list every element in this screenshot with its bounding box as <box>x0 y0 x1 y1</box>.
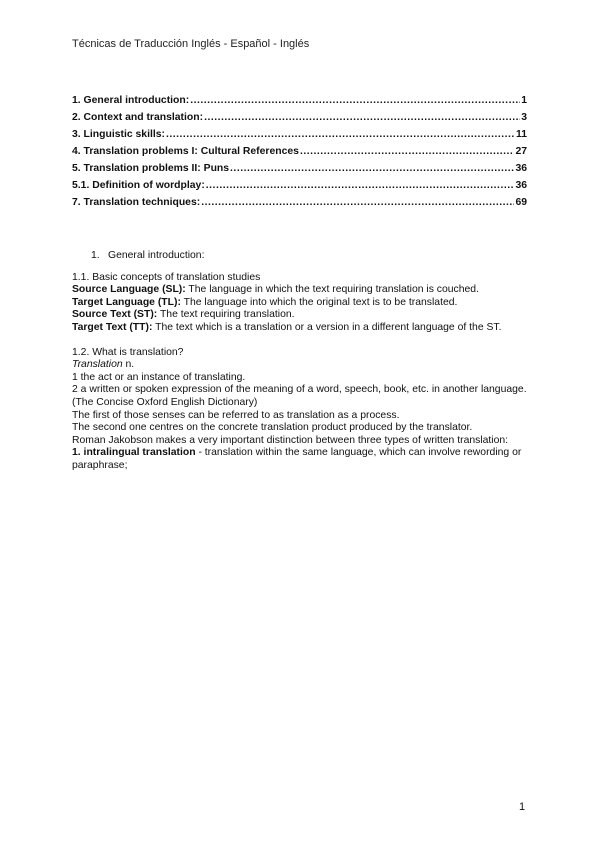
toc-entry-page: 3 <box>521 112 527 123</box>
term: Target Text (TT): <box>72 321 153 333</box>
toc-leader-dots <box>201 197 514 208</box>
definition-intralingual <box>72 447 527 472</box>
definition-tl <box>72 297 527 310</box>
subsection-title: 1.2. What is translation? <box>72 346 184 358</box>
toc-entry-page: 36 <box>515 180 527 191</box>
table-of-contents <box>72 89 527 208</box>
toc-leader-dots <box>230 163 514 174</box>
definition-sl <box>72 284 527 297</box>
toc-entry[interactable] <box>72 157 527 174</box>
dictionary-source: (The Concise Oxford English Dictionary) <box>72 396 258 408</box>
toc-entry-title: 7. Translation techniques: <box>72 197 201 208</box>
section-number: 1. <box>91 250 100 261</box>
toc-entry-title: 1. General introduction: <box>72 95 190 106</box>
term: Source Text (ST): <box>72 309 158 321</box>
definition-st <box>72 309 527 322</box>
definition-tt <box>72 322 527 335</box>
toc-entry-title: 4. Translation problems I: Cultural References <box>72 146 299 157</box>
toc-entry[interactable] <box>72 106 527 123</box>
dictionary-headword <box>72 359 527 372</box>
definition-text: The language into which the original text is to be translated. <box>180 296 458 308</box>
toc-entry-page: 69 <box>515 197 527 208</box>
term: Target Language (TL): <box>72 296 181 308</box>
toc-leader-dots <box>300 146 515 157</box>
toc-entry[interactable] <box>72 89 527 106</box>
headword: Translation <box>72 359 123 371</box>
subsection-title: 1.1. Basic concepts of translation studies <box>72 271 261 283</box>
toc-leader-dots <box>166 129 515 140</box>
toc-entry-page: 11 <box>516 129 527 140</box>
dictionary-sense-1: 1 the act or an instance of translating. <box>72 371 246 383</box>
toc-entry-page: 1 <box>521 95 527 106</box>
toc-entry[interactable] <box>72 191 527 208</box>
part-of-speech: n. <box>122 359 135 371</box>
section-title: General introduction: <box>108 250 205 261</box>
paragraph: The second one centres on the concrete translation product produced by the translator. <box>72 422 473 434</box>
toc-entry[interactable] <box>72 140 527 157</box>
toc-leader-dots <box>206 180 515 191</box>
toc-entry-page: 27 <box>515 146 527 157</box>
definition-text: The text requiring translation. <box>157 309 295 321</box>
toc-leader-dots <box>190 95 520 106</box>
toc-entry-title: 5.1. Definition of wordplay: <box>72 180 205 191</box>
toc-entry-page: 36 <box>515 163 527 174</box>
paragraph: The first of those senses can be referred to as translation as a process. <box>72 409 400 421</box>
definition-text: The language in which the text requiring translation is couched. <box>185 284 479 296</box>
definition-text: The text which is a translation or a version in a different language of the ST. <box>152 321 502 333</box>
toc-entry[interactable] <box>72 123 527 140</box>
toc-entry[interactable] <box>72 174 527 191</box>
page-number: 1 <box>519 801 526 813</box>
toc-entry-title: 5. Translation problems II: Puns <box>72 163 230 174</box>
term: Source Language (SL): <box>72 284 186 296</box>
definition-text: - translation within the same language, which can involve rewording or paraphrase; <box>72 447 522 471</box>
toc-entry-title: 2. Context and translation: <box>72 112 204 123</box>
document-body <box>72 250 527 473</box>
term: 1. intralingual translation <box>72 447 196 459</box>
page-header: Técnicas de Traducción Inglés - Español - Inglés <box>72 38 310 50</box>
toc-leader-dots <box>204 112 520 123</box>
section-heading <box>72 250 527 263</box>
paragraph: Roman Jakobson makes a very important distinction between three types of written translation: <box>72 434 509 446</box>
dictionary-sense-2: 2 a written or spoken expression of the meaning of a word, speech, book, etc. in another language. <box>72 384 527 396</box>
toc-entry-title: 3. Linguistic skills: <box>72 129 165 140</box>
